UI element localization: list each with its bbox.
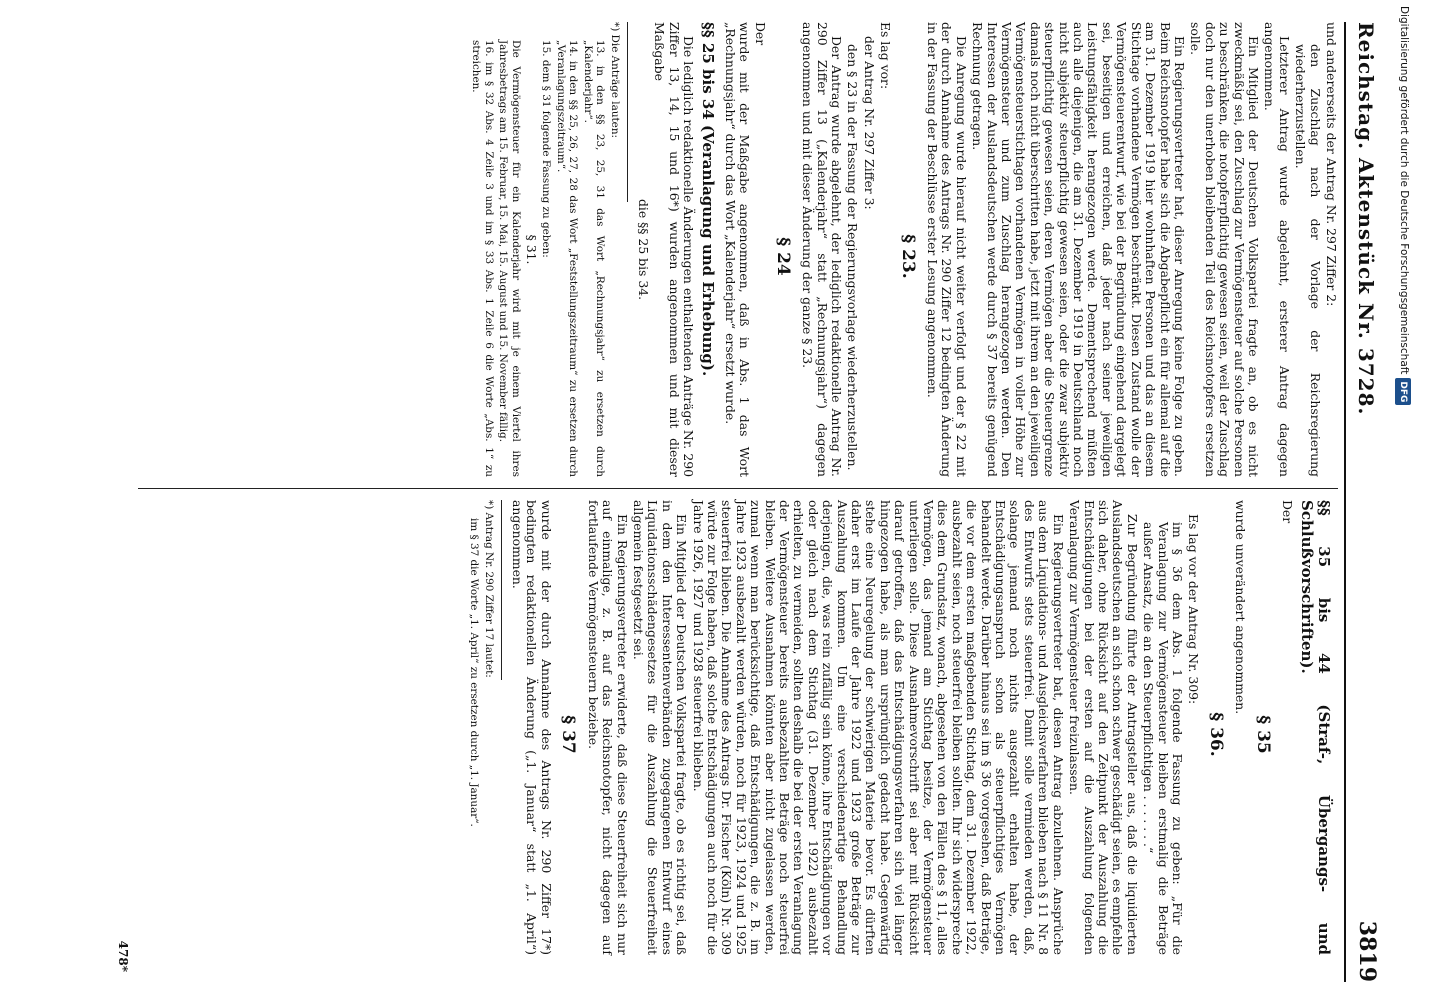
paragraph: der Antrag Nr. 297 Ziffer 3:	[861, 36, 877, 210]
paragraph: Ein Regierungsvertreter bat, diesen Antrag abzulehnen. Ansprüche aus dem Liquidations- und Ausgleichsverfahren blieben nach § 11 Nr. 8 des Entwurfs stets steuerfrei. Damit solle vermieden werden, daß, solange jemand noch nichts ausgezahlt erhalten habe, der Entschädigungsanspruch schon als steuerpflichtiges Vermögen behandelt werde. Darüber hinaus sei im § 36 vorgesehen, daß Beträge, die vor dem ersten maßgebenden Stichtag, dem 31. Dezember 1922, ausbezahlt seien, noch steuerfrei bleiben sollten. Ihr sich widerspreche dies dem Grundsatz, wonach, abgesehen von den Fällen des § 11, alles Vermögen, das jemand am Stichtag besitze, der Vermögensteuer unterliegen solle. Diese Ausnahmevorschrift sei aber mit Rücksicht darauf getroffen, daß das Entschädigungsverfahren sich viel länger hingezogen habe, als man ursprünglich gedacht habe. Gegenwärtig stehe eine Neuregelung der schwierigen Materie bevor. Es dürften daher erst im Laufe der Jahre 1922 und 1923 große Beträge zur Auszahlung kommen. Um eine verschiedenartige Behandlung derjenigen, die, was rein zufällig sein könne, ihre Entschädigungen vor oder gleich nach dem Stichtag (31. Dezember 1922) ausbezahlt erhielten, zu vermeiden, sollten deshalb die bei der ersten Veranlagung der Vermögensteuer bereits ausbezahlten Beträge noch steuerfrei bleiben. Weitere Ausnahmen könnten aber nicht zugelassen werden, zumal wenn man berücksichtige, daß Entschädigungen, die z. B. im Jahre 1923 ausbezahlt werden würden, noch für 1923, 1924 und 1925 steuerfrei blieben. Die Annahme des Antrags Dr. Fischer (Köln) Nr. 309 würde zur Folge haben, daß solche Entschädigungen auch noch für die Jahre 1926, 1927 und 1928 steuerfrei blieben.	[690, 500, 1066, 955]
left-column	[468, 22, 1338, 477]
column-divider	[138, 488, 1338, 489]
paragraph: den Zuschlag nach der Vorlage der Reichsregierung wiederherzustellen.	[1293, 44, 1323, 477]
footnote: Die Vermögensteuer für ein Kalenderjahr wird mit je einem Viertel ihres Jahresbetrags am 15. Februar, 15. Mai, 15. August und 15. November fällig.	[497, 40, 522, 477]
footnote: im § 37 die Worte „1. April“ zu ersetzen durch „1. Januar“.	[468, 518, 481, 827]
right-column	[466, 500, 1338, 955]
footnote: 14. in den §§ 25, 26, 27, 28 das Wort „Feststellungszeitraum“ zu ersetzen durch „Veranlagungszeitraum“.	[554, 40, 580, 477]
dfg-logo: DFG	[1395, 378, 1411, 405]
paragraph: Ein Mitglied der Deutschen Volkspartei fragte, ob es richtig sei, daß in dem den Interessentenverbänden zugegangenen Entwurf eines Liquidationsschädengesetzes für die Auszahlung die Steuerfreiheit allgemein festgesetzt sei.	[630, 500, 690, 955]
footnote: *) Die Anträge lauten:	[608, 22, 621, 139]
footnote-rule	[501, 500, 502, 680]
footnote: § 31.	[524, 234, 540, 265]
paragraph: Letzterer Antrag wurde abgelehnt, ersterer Antrag dagegen angenommen.	[1262, 22, 1292, 477]
paragraph: Ein Regierungsvertreter erwiderte, daß diese Steuerfreiheit sich nur auf einmalige, z. B. auf das Reichsnotopfer, nicht dagegen auf fortlaufende Vermögensteuern beziehe.	[585, 500, 630, 955]
page-header	[1344, 22, 1382, 982]
left-footnotes	[470, 22, 620, 477]
paragraph: § 35	[1252, 715, 1273, 754]
footnote: 16. im § 32 Abs. 4 Zeile 3 und im § 33 Abs. 1 Zeile 6 die Worte „Abs. 1“ zu streichen.	[470, 40, 495, 477]
paragraph: Der Antrag wurde abgelehnt, der lediglich redaktionelle Antrag Nr. 290 Ziffer 13 („Kalenderjahr“ statt „Rechnungsjahr“) dagegen angenommen und mit dieser Änderung der ganze § 23.	[800, 22, 844, 477]
paragraph: § 24	[772, 237, 793, 276]
right-footnotes	[468, 500, 495, 955]
paragraph: wurde unverändert angenommen.	[1233, 500, 1249, 715]
page-number: 3819	[1354, 920, 1380, 982]
paragraph: Die Anregung wurde hierauf nicht weiter verfolgt und der § 22 mit der durch Annahme des Antrags Nr. 290 Ziffer 12 bedingten Änderung in der Fassung der Beschlüsse erster Lesung angenommen.	[925, 22, 969, 477]
paragraph: Der	[753, 22, 769, 46]
paragraph: § 37	[558, 715, 579, 754]
paragraph: wurde mit der durch Annahme des Antrags Nr. 290 Ziffer 17*) bedingten redaktionellen Änderung („1. Januar“ statt „1. April“) angenommen.	[510, 500, 554, 955]
paragraph: Es lag vor der Antrag Nr. 309:	[1186, 514, 1202, 705]
footnote-rule	[627, 22, 628, 202]
paragraph: Zur Begründung führte der Antragsteller aus, daß die liquidierten Auslandsdeutschen an sich schon schwer geschädigt seien, es empfehle sich daher, ohne Rücksicht auf den Zeitpunkt der Auszahlung die Entschädigungen bei der ersten auf die Auszahlung folgenden Veranlagung zur Vermögensteuer freizulassen.	[1067, 500, 1140, 955]
paragraph: Es lag vor:	[878, 22, 894, 90]
paragraph: wurde mit der Maßgabe angenommen, daß in Abs. 1 das Wort „Rechnungsjahr“ durch das Wort „Kalenderjahr“ ersetzt wurde.	[722, 22, 752, 477]
digitization-note	[1394, 6, 1412, 994]
digitization-text: Digitalisierung gefördert durch die Deutsche Forschungsgemeinschaft	[1398, 6, 1410, 375]
paragraph: und andererseits der Antrag Nr. 297 Ziffer 2:	[1324, 22, 1339, 307]
paragraph: Ein Regierungsvertreter hat, dieser Anregung keine Folge zu geben. Beim Reichsnotopfer habe sich die Abgabepflicht ein für allemal auf die am 31. Dezember 1919 hier wohnhaften Personen und das an diesem Stichtage vorhandene Vermögen beschränkt. Diesen Zustand wolle der Vermögensteuerentwurf, wie bei der Begründung eingehend dargelegt sei, beseitigen und erreichen, daß jeder nach seiner jeweiligen Leistungsfähigkeit herangezogen werde. Dementsprechend müßten auch alle diejenigen, die am 31. Dezember 1919 in Deutschland noch nicht subjektiv steuerpflichtig gewesen seien, oder die zwar subjektiv steuerpflichtig gewesen seien, deren Vermögen aber die Steuergrenze damals noch nicht überschritten habe, jetzt mit ihrem an den jeweiligen Vermögensteuerstichtagen vorhandenen Vermögen in voller Höhe zur Vermögensteuer und zum Zuschlag herangezogen werden. Den Interessen der Auslandsdeutschen werde durch § 37 bereits genügend Rechnung getragen.	[970, 22, 1187, 477]
right-column-body	[510, 500, 1332, 955]
paragraph: § 36.	[1205, 712, 1226, 757]
paragraph: §§ 25 bis 34 (Veranlagung und Erhebung).	[699, 22, 718, 377]
paragraph: § 23.	[897, 234, 918, 279]
paragraph: §§ 35 bis 44 (Straf-, Übergangs- und Schlußvorschriften).	[1298, 500, 1333, 955]
left-column-body	[636, 22, 1338, 477]
running-head: Reichstag. Aktenstück Nr. 3728.	[1354, 22, 1378, 416]
paragraph: Ein Mitglied der Deutschen Volkspartei fragte an, ob es nicht zweckmäßig sei, den Zuschlag zur Vermögensteuer auf solche Personen zu beschränken, die notopferpflichtig gewesen seien, weil der Zuschlag doch nur den unerhoben bleibenden Teil des Reichsnotopfers ersetzen solle.	[1188, 22, 1261, 477]
footnote: 15. dem § 31 folgende Fassung zu geben:	[540, 40, 553, 258]
paragraph: Die lediglich redaktionelle Änderungen enthaltenden Anträge Nr. 290 Ziffer 13, 14, 15 und 16*) wurden angenommen und mit dieser Maßgabe	[652, 22, 697, 477]
paragraph: die §§ 25 bis 34.	[635, 198, 651, 301]
signature-mark: 478*	[116, 940, 130, 972]
paragraph: den § 23 in der Fassung der Regierungsvorlage wiederherzustellen.	[845, 44, 861, 471]
footnote: 13. in den §§ 23, 25, 31 das Wort „Rechnungsjahr“ zu ersetzen durch „Kalenderjahr“.	[581, 40, 607, 477]
rotated-page-content	[70, 22, 1400, 982]
paragraph: im § 36 dem Abs. 1 folgende Fassung zu geben: „Für die Veranlagung zur Vermögensteuer bleiben erstmalig die Beträge außer Ansatz, die an den Steuerpflichtigen . . . . . . .“	[1141, 522, 1185, 955]
footnote: *) Antrag Nr. 290 Ziffer 17 lautet:	[482, 500, 495, 678]
paragraph: Der	[1280, 500, 1295, 524]
